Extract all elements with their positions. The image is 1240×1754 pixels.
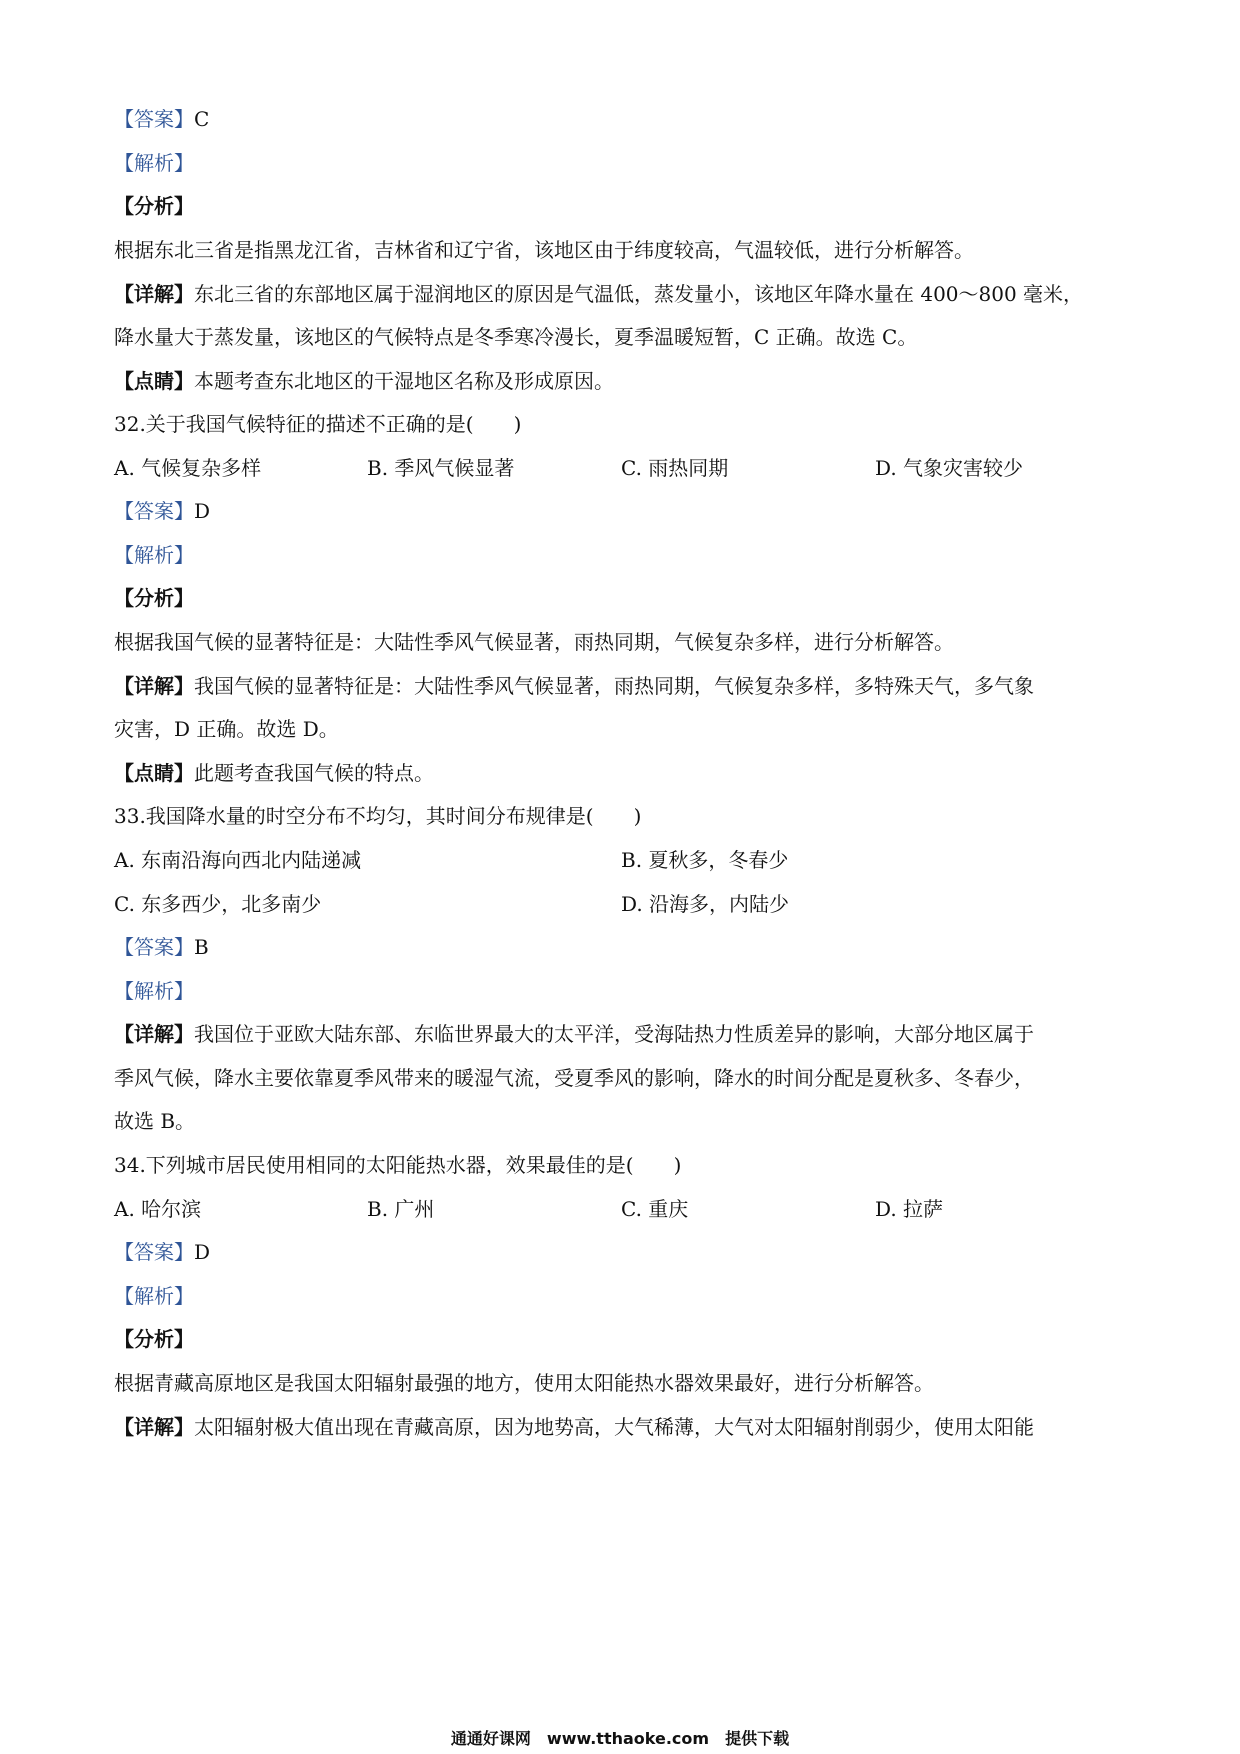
q33-detail-text-1: 我国位于亚欧大陆东部、东临世界最大的太平洋，受海陆热力性质差异的影响，大部分地区属于	[194, 1022, 1034, 1046]
q33-stem: 33.我国降水量的时空分布不均匀，其时间分布规律是( )	[114, 804, 642, 828]
q33-detail-text-3: 故选 B。	[114, 1109, 196, 1133]
q32-fenxi-label: 【分析】	[114, 586, 194, 610]
q32-detail-text-1: 我国气候的显著特征是：大陆性季风气候显著，雨热同期，气候复杂多样，多特殊天气，多气象	[194, 674, 1034, 698]
detail-label: 【详解】	[114, 282, 194, 306]
detail-label: 【详解】	[114, 1022, 194, 1046]
q31-detail-text-1: 东北三省的东部地区属于湿润地区的原因是气温低，蒸发量小，该地区年降水量在 400～800 毫米，	[194, 282, 1084, 306]
q31-analysis-label: 【解析】	[114, 151, 194, 175]
q32-detail-line	[114, 673, 1144, 699]
answer-label: 【答案】	[114, 499, 194, 523]
q34-option-d: D. 拉萨	[875, 1197, 944, 1221]
q34-analysis-label: 【解析】	[114, 1284, 194, 1308]
q31-dianjing-text: 本题考查东北地区的干湿地区名称及形成原因。	[194, 369, 614, 393]
q32-option-b: B. 季风气候显著	[367, 456, 515, 480]
q33-option-d: D. 沿海多，内陆少	[621, 892, 790, 916]
answer-label: 【答案】	[114, 935, 194, 959]
q33-answer: B	[194, 935, 209, 959]
page-footer: 通通好课网 www.tthaoke.com 提供下载	[450, 1729, 790, 1748]
q31-fenxi-text: 根据东北三省是指黑龙江省，吉林省和辽宁省，该地区由于纬度较高，气温较低，进行分析解答。	[114, 238, 974, 262]
q34-fenxi-text: 根据青藏高原地区是我国太阳辐射最强的地方，使用太阳能热水器效果最好，进行分析解答。	[114, 1371, 934, 1395]
q34-answer: D	[194, 1240, 211, 1264]
q33-option-a: A. 东南沿海向西北内陆递减	[114, 848, 362, 872]
dianjing-label: 【点睛】	[114, 761, 194, 785]
answer-label: 【答案】	[114, 1240, 194, 1264]
q34-detail-text-1: 太阳辐射极大值出现在青藏高原，因为地势高，大气稀薄，大气对太阳辐射削弱少，使用太阳能	[194, 1415, 1034, 1439]
q34-detail-line	[114, 1414, 1144, 1440]
q34-option-b: B. 广州	[367, 1197, 435, 1221]
answer-label: 【答案】	[114, 107, 194, 131]
q31-answer-line	[114, 106, 1144, 132]
q32-detail-text-2: 灾害，D 正确。故选 D。	[114, 717, 339, 741]
q32-dianjing-text: 此题考查我国气候的特点。	[194, 761, 434, 785]
q32-option-a: A. 气候复杂多样	[114, 456, 262, 480]
q32-fenxi-text: 根据我国气候的显著特征是：大陆性季风气候显著，雨热同期，气候复杂多样，进行分析解答。	[114, 630, 954, 654]
q34-stem: 34.下列城市居民使用相同的太阳能热水器，效果最佳的是( )	[114, 1153, 682, 1177]
q32-option-c: C. 雨热同期	[621, 456, 729, 480]
q32-dianjing-line	[114, 760, 1144, 786]
q32-analysis-label: 【解析】	[114, 543, 194, 567]
q32-answer: D	[194, 499, 211, 523]
q32-stem: 32.关于我国气候特征的描述不正确的是( )	[114, 412, 522, 436]
q31-dianjing-line	[114, 368, 1144, 394]
q31-answer: C	[194, 107, 210, 131]
q34-option-c: C. 重庆	[621, 1197, 689, 1221]
q32-option-d: D. 气象灾害较少	[875, 456, 1024, 480]
dianjing-label: 【点睛】	[114, 369, 194, 393]
q33-detail-line	[114, 1021, 1144, 1047]
detail-label: 【详解】	[114, 674, 194, 698]
q33-detail-text-2: 季风气候，降水主要依靠夏季风带来的暖湿气流，受夏季风的影响，降水的时间分配是夏秋多、冬春少，	[114, 1066, 1034, 1090]
q31-detail-text-2: 降水量大于蒸发量，该地区的气候特点是冬季寒冷漫长，夏季温暖短暂，C 正确。故选 C。	[114, 325, 918, 349]
q33-analysis-label: 【解析】	[114, 979, 194, 1003]
q33-option-c: C. 东多西少，北多南少	[114, 892, 322, 916]
q34-fenxi-label: 【分析】	[114, 1327, 194, 1351]
q31-detail-line	[114, 281, 1144, 307]
q31-fenxi-label: 【分析】	[114, 194, 194, 218]
q32-answer-line	[114, 498, 1144, 524]
q33-answer-line	[114, 934, 1144, 960]
q34-option-a: A. 哈尔滨	[114, 1197, 202, 1221]
detail-label: 【详解】	[114, 1415, 194, 1439]
q34-answer-line	[114, 1239, 1144, 1265]
q33-option-b: B. 夏秋多，冬春少	[621, 848, 789, 872]
